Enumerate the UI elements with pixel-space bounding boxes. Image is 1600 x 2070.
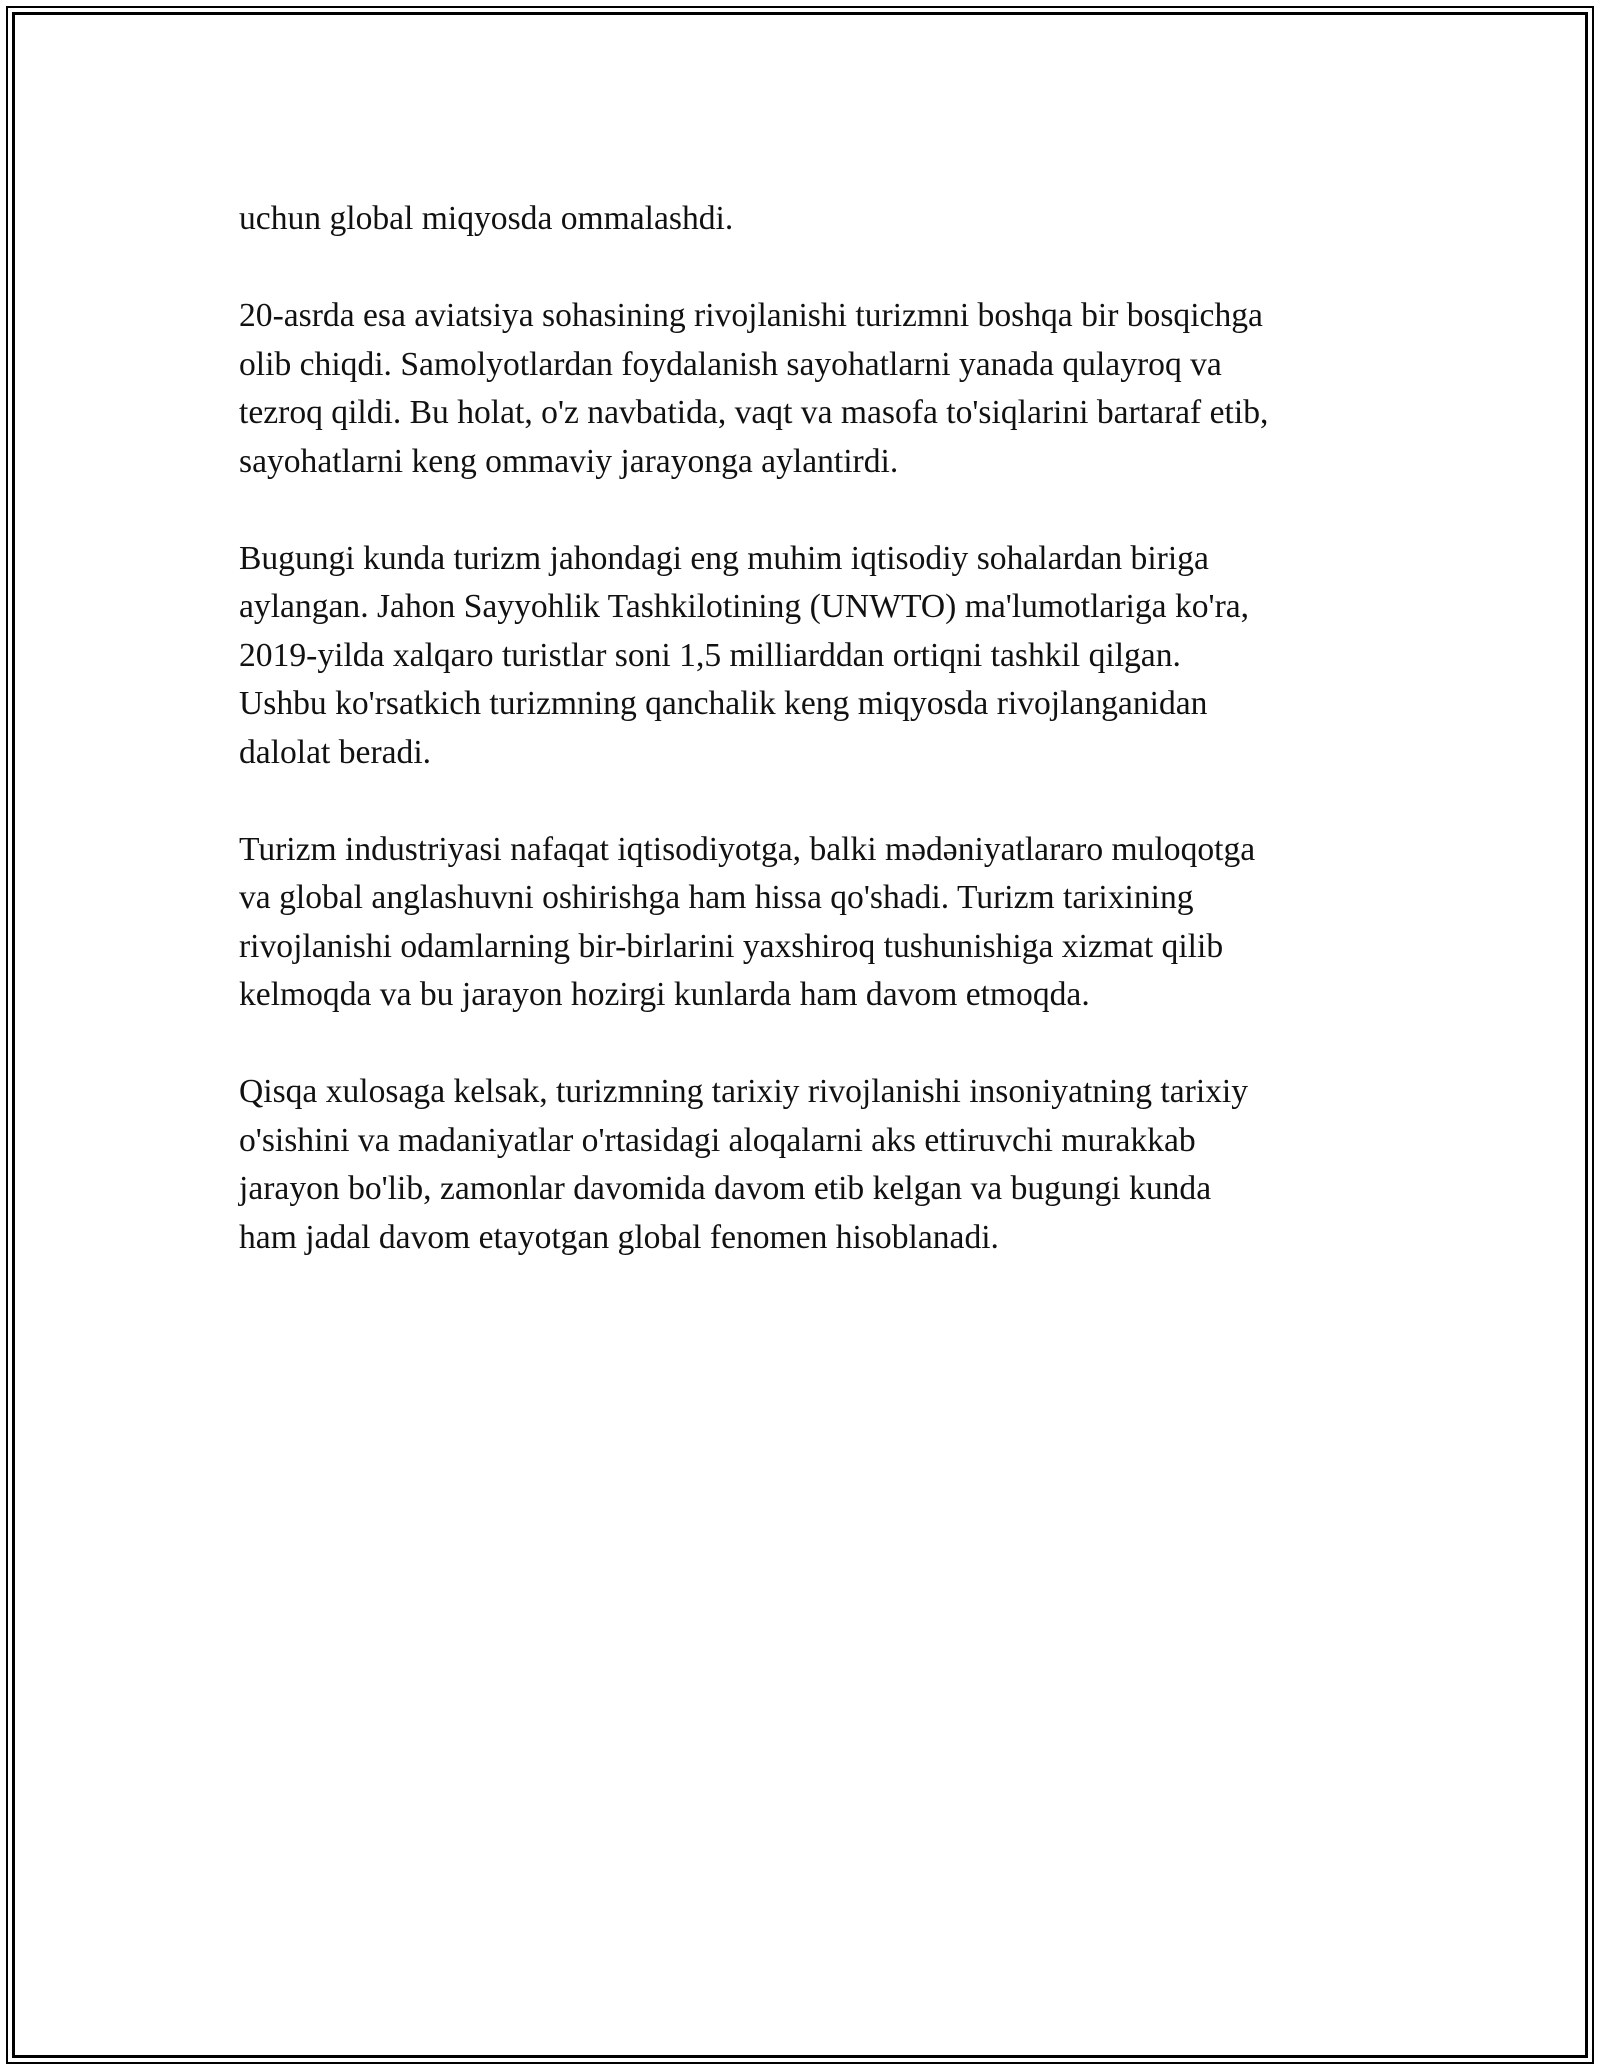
paragraph-3: Bugungi kunda turizm jahondagi eng muhim iqtisodiy sohalardan biriga aylangan. Jahon Sayyohlik Tashkilotining (UNWTO) ma'lumotlariga ko'ra, 2019-yilda xalqaro turistlar soni 1,5 milliarddan ortiqni tashkil qilgan. Ushbu ko'rsatkich turizmning qanchalik keng miqyosda rivojlanganidan dalolat beradi. (239, 539, 1250, 771)
document-body (239, 195, 1379, 1311)
paragraph-2: 20-asrda esa aviatsiya sohasining rivojlanishi turizmni boshqa bir bosqichga olib chiqdi. Samolyotlardan foydalanish sayohatlarni yanada qulayroq va tezroq qildi. Bu holat, o'z navbatida, vaqt va masofa to'siqlarini bartaraf etib, sayohatlarni keng ommaviy jarayonga aylantirdi. (239, 297, 1269, 480)
page-frame (6, 6, 1594, 2064)
paragraph-1: uchun global miqyosda ommalashdi. (239, 200, 734, 237)
page-border (12, 12, 1588, 2058)
paragraph-4: Turizm industriyasi nafaqat iqtisodiyotga, balki mədəniyatlararo muloqotga va global anglashuvni oshirishga ham hissa qo'shadi. Turizm tarixining rivojlanishi odamlarning bir-birlarini yaxshiroq tushunishiga xizmat qilib kelmoqda va bu jarayon hozirgi kunlarda ham davom etmoqda. (239, 830, 1256, 1013)
paragraph-5: Qisqa xulosaga kelsak, turizmning tarixiy rivojlanishi insoniyatning tarixiy o'sishini va madaniyatlar o'rtasidagi aloqalarni aks ettiruvchi murakkab jarayon bo'lib, zamonlar davomida davom etib kelgan va bugungi kunda ham jadal davom etayotgan global fenomen hisoblanadi. (239, 1073, 1249, 1256)
